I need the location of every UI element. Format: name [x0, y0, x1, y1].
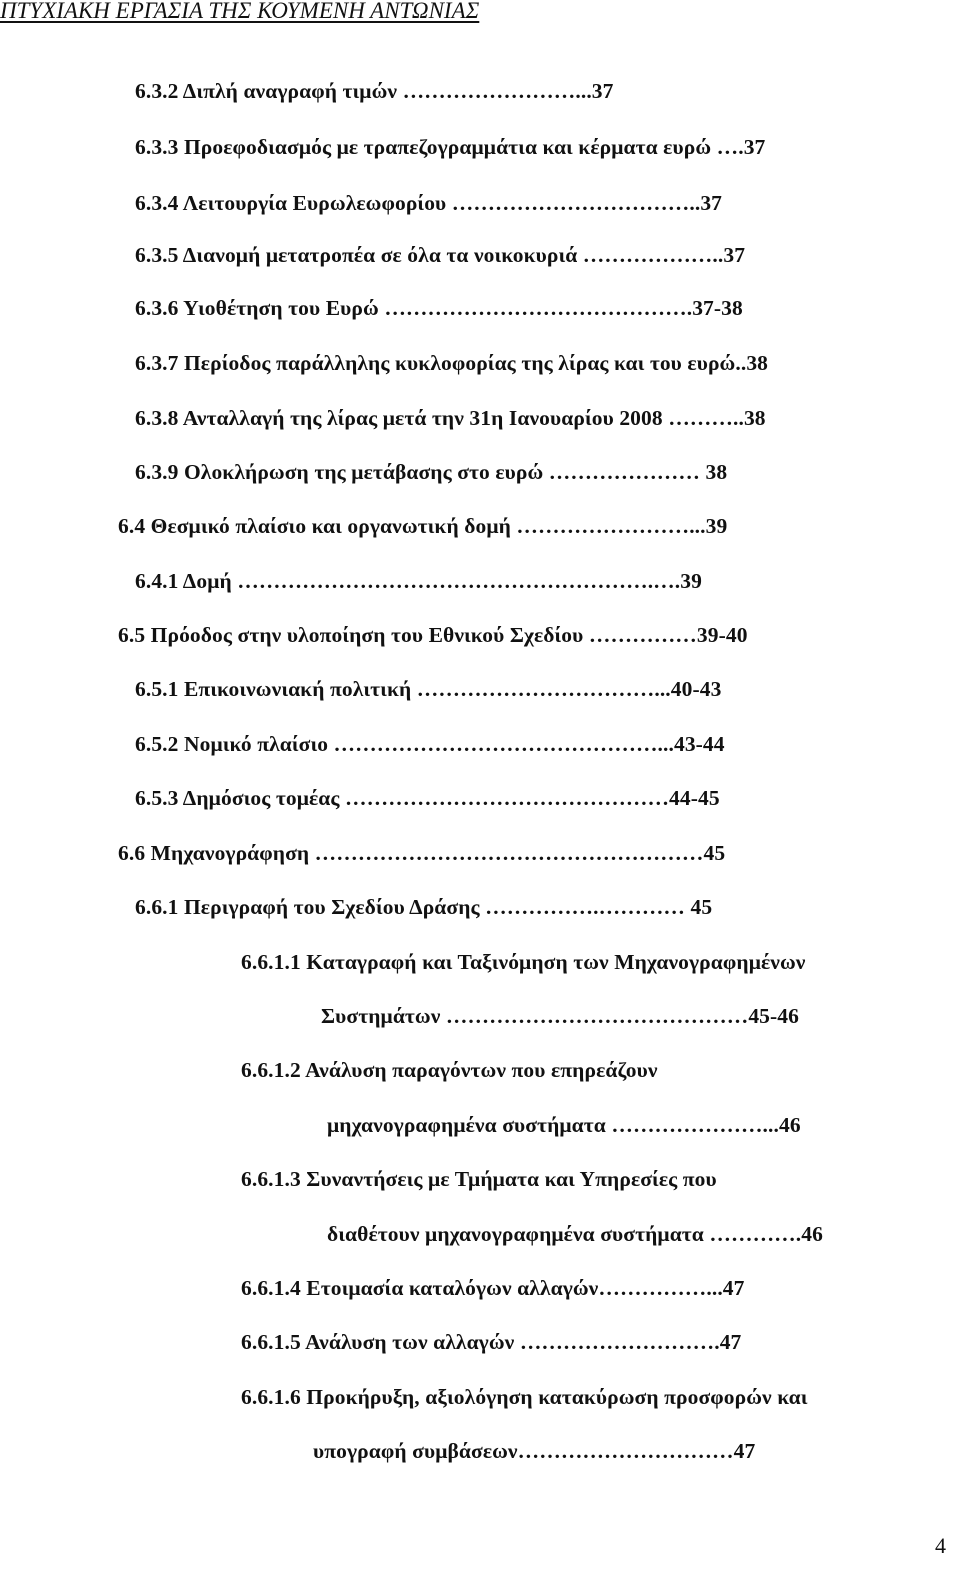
- toc-entry-6-3-7: 6.3.7 Περίοδος παράλληλης κυκλοφορίας της λίρας και του ευρώ..38: [135, 351, 769, 375]
- toc-entry-6-6-1: 6.6.1 Περιγραφή του Σχεδίου Δράσης …………….………… 45: [135, 895, 713, 919]
- toc-entry-6-3-8: 6.3.8 Ανταλλαγή της λίρας μετά την 31η Ιανουαρίου 2008 ………..38: [135, 406, 766, 430]
- toc-entry-6-3-3: 6.3.3 Προεφοδιασμός με τραπεζογραμμάτια και κέρματα ευρώ ….37: [135, 135, 766, 159]
- toc-entry-6-3-6: 6.3.6 Υιοθέτηση του Ευρώ …………………………………….37-38: [135, 296, 743, 320]
- toc-entry-6-6-1-1: 6.6.1.1 Καταγραφή και Ταξινόμηση των Μηχανογραφημένων: [241, 950, 806, 974]
- toc-entry-6-6-1-4: 6.6.1.4 Ετοιμασία καταλόγων αλλαγών……………...47: [241, 1276, 745, 1300]
- toc-entry-6-5: 6.5 Πρόοδος στην υλοποίηση του Εθνικού Σχεδίου ……………39-40: [118, 623, 748, 647]
- toc-entry-6-5-1: 6.5.1 Επικοινωνιακή πολιτική ……………………………...40-43: [135, 677, 722, 701]
- toc-entry-6-6-1-6-cont: υπογραφή συμβάσεων…………………………47: [313, 1439, 756, 1463]
- toc-entry-6-3-5: 6.3.5 Διανομή μετατροπέα σε όλα τα νοικοκυριά ………………..37: [135, 243, 746, 267]
- toc-entry-6-6: 6.6 Μηχανογράφηση ………………………………………………45: [118, 841, 726, 865]
- toc-entry-6-6-1-3: 6.6.1.3 Συναντήσεις με Τμήματα και Υπηρεσίες που: [241, 1167, 717, 1191]
- toc-entry-6-6-1-2: 6.6.1.2 Ανάλυση παραγόντων που επηρεάζουν: [241, 1058, 658, 1082]
- toc-entry-6-6-1-3-cont: διαθέτουν μηχανογραφημένα συστήματα ………….46: [327, 1222, 823, 1246]
- toc-entry-6-3-4: 6.3.4 Λειτουργία Ευρωλεωφορίου ……………………………..37: [135, 191, 723, 215]
- toc-entry-6-6-1-5: 6.6.1.5 Ανάλυση των αλλαγών ……………………….47: [241, 1330, 742, 1354]
- toc-entry-6-3-2: 6.3.2 Διπλή αναγραφή τιμών ……………………...37: [135, 79, 614, 103]
- toc-entry-6-3-9: 6.3.9 Ολοκλήρωση της μετάβασης στο ευρώ ………………… 38: [135, 460, 728, 484]
- toc-entry-6-5-2: 6.5.2 Νομικό πλαίσιο ………………………………………...43-44: [135, 732, 725, 756]
- page-number: 4: [935, 1533, 946, 1558]
- toc-entry-6-5-3: 6.5.3 Δημόσιος τομέας ………………………………………44-45: [135, 786, 720, 810]
- toc-entry-6-6-1-1-cont: Συστημάτων ……………………………………45-46: [321, 1004, 799, 1028]
- page-header-title: ΠΤΥΧΙΑΚΗ ΕΡΓΑΣΙΑ ΤΗΣ ΚΟΥΜΕΝΗ ΑΝΤΩΝΙΑΣ: [0, 0, 480, 23]
- toc-entry-6-4: 6.4 Θεσμικό πλαίσιο και οργανωτική δομή ……………………...39: [118, 514, 728, 538]
- toc-entry-6-6-1-2-cont: μηχανογραφημένα συστήματα …………………...46: [327, 1113, 801, 1137]
- toc-entry-6-4-1: 6.4.1 Δομή ………………………………………………….….39: [135, 569, 702, 593]
- toc-entry-6-6-1-6: 6.6.1.6 Προκήρυξη, αξιολόγηση κατακύρωση προσφορών και: [241, 1385, 808, 1409]
